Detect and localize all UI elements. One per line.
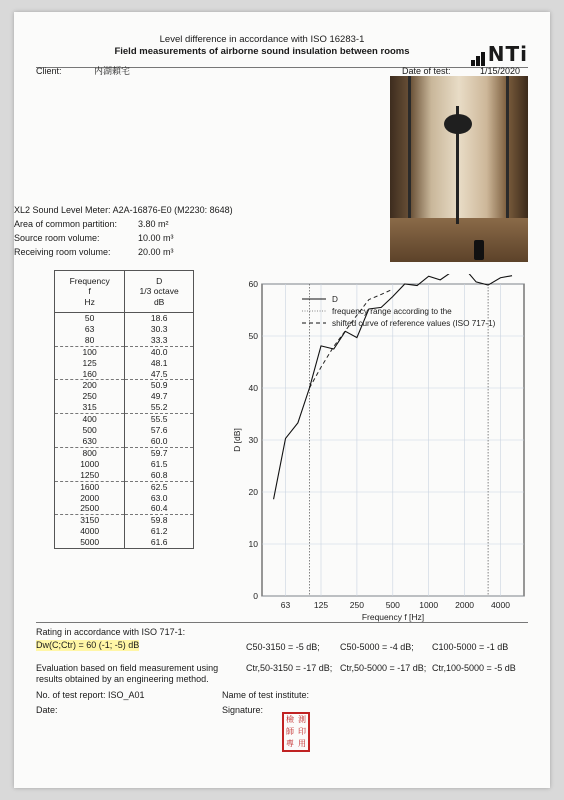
signature-stamp: 檢 測 師 印 專 用 bbox=[282, 712, 310, 752]
table-body bbox=[55, 313, 194, 549]
level-cell: 47.5 bbox=[125, 369, 194, 380]
legend-entry: shifted curve of reference values (ISO 717-1) bbox=[332, 319, 496, 328]
table-row bbox=[55, 447, 194, 458]
level-cell: 55.5 bbox=[125, 414, 194, 425]
level-cell: 61.2 bbox=[125, 526, 194, 537]
source-volume-value: 10.00 m³ bbox=[138, 233, 174, 243]
table-row bbox=[55, 346, 194, 357]
level-cell: 40.0 bbox=[125, 346, 194, 357]
table-row bbox=[55, 503, 194, 514]
table-row bbox=[55, 470, 194, 481]
frequency-cell: 1250 bbox=[55, 470, 125, 481]
evaluation-line-1: Evaluation based on field measurement using bbox=[36, 663, 219, 673]
rating-title: Rating in accordance with ISO 717-1: bbox=[36, 627, 186, 637]
table-row bbox=[55, 425, 194, 436]
level-cell: 61.6 bbox=[125, 537, 194, 548]
x-axis-label: Frequency f [Hz] bbox=[361, 612, 425, 622]
table-row bbox=[55, 402, 194, 413]
frequency-cell: 800 bbox=[55, 447, 125, 458]
frequency-cell: 160 bbox=[55, 369, 125, 380]
level-cell: 60.8 bbox=[125, 470, 194, 481]
table-row bbox=[55, 515, 194, 526]
sound-level-meter-icon bbox=[474, 240, 484, 260]
frequency-cell: 3150 bbox=[55, 515, 125, 526]
level-cell: 60.0 bbox=[125, 436, 194, 447]
level-cell: 55.2 bbox=[125, 402, 194, 413]
table-row bbox=[55, 324, 194, 335]
table-row bbox=[55, 481, 194, 492]
table-row bbox=[55, 414, 194, 425]
nti-logo: NTi bbox=[471, 42, 528, 66]
frequency-cell: 250 bbox=[55, 391, 125, 402]
level-cell: 30.3 bbox=[125, 324, 194, 335]
y-tick-label: 40 bbox=[248, 383, 258, 393]
frequency-cell: 100 bbox=[55, 346, 125, 357]
table-row bbox=[55, 369, 194, 380]
signature-label: Signature: bbox=[222, 705, 264, 715]
source-volume-label: Source room volume: bbox=[14, 233, 100, 243]
report-number: No. of test report: ISO_A01 bbox=[36, 690, 145, 700]
receiving-volume-label: Receiving room volume: bbox=[14, 247, 111, 257]
y-tick-label: 0 bbox=[253, 591, 258, 601]
receiving-volume-value: 20.00 m³ bbox=[138, 247, 174, 257]
table-row bbox=[55, 391, 194, 402]
x-tick-label: 2000 bbox=[455, 600, 475, 610]
frequency-cell: 2000 bbox=[55, 493, 125, 504]
frequency-cell: 1000 bbox=[55, 459, 125, 470]
x-tick-label: 125 bbox=[313, 600, 329, 610]
reference-curve bbox=[309, 289, 392, 388]
level-cell: 57.6 bbox=[125, 425, 194, 436]
y-tick-label: 10 bbox=[248, 539, 258, 549]
x-tick-label: 1000 bbox=[419, 600, 439, 610]
y-axis-label: D [dB] bbox=[232, 428, 242, 452]
level-cell: 60.4 bbox=[125, 503, 194, 514]
frequency-cell: 315 bbox=[55, 402, 125, 413]
frequency-table bbox=[54, 270, 194, 549]
meter-info: XL2 Sound Level Meter: A2A-16876-E0 (M2230: 8648) bbox=[14, 205, 233, 215]
c-50-5000: C50-5000 = -4 dB; bbox=[340, 642, 414, 652]
ctr-50-3150: Ctr,50-3150 = -17 dB; bbox=[246, 663, 333, 673]
level-cell: 63.0 bbox=[125, 493, 194, 504]
level-cell: 62.5 bbox=[125, 481, 194, 492]
measurement-photo bbox=[390, 76, 528, 262]
x-tick-label: 500 bbox=[385, 600, 400, 610]
area-label: Area of common partition: bbox=[14, 219, 118, 229]
y-tick-label: 60 bbox=[248, 279, 258, 289]
frequency-cell: 200 bbox=[55, 380, 125, 391]
table-row bbox=[55, 313, 194, 324]
report-header bbox=[36, 34, 528, 68]
institute-label: Name of test institute: bbox=[222, 690, 310, 700]
table-row bbox=[55, 459, 194, 470]
level-difference-chart bbox=[206, 274, 536, 624]
ctr-100-5000: Ctr,100-5000 = -5 dB bbox=[432, 663, 516, 673]
level-cell: 50.9 bbox=[125, 380, 194, 391]
frequency-cell: 1600 bbox=[55, 481, 125, 492]
level-header: D 1/3 octave dB bbox=[125, 271, 194, 313]
speaker-icon bbox=[444, 114, 472, 134]
y-tick-label: 50 bbox=[248, 331, 258, 341]
table-row bbox=[55, 537, 194, 548]
c-50-3150: C50-3150 = -5 dB; bbox=[246, 642, 320, 652]
frequency-cell: 63 bbox=[55, 324, 125, 335]
table-row bbox=[55, 526, 194, 537]
ctr-50-5000: Ctr,50-5000 = -17 dB; bbox=[340, 663, 427, 673]
report-page bbox=[14, 12, 550, 788]
frequency-cell: 2500 bbox=[55, 503, 125, 514]
c-100-5000: C100-5000 = -1 dB bbox=[432, 642, 509, 652]
dw-rating: Dw(C;Ctr) = 60 (-1; -5) dB bbox=[36, 640, 140, 650]
logo-bars-icon bbox=[471, 42, 486, 66]
frequency-cell: 80 bbox=[55, 335, 125, 346]
level-cell: 49.7 bbox=[125, 391, 194, 402]
level-cell: 59.7 bbox=[125, 447, 194, 458]
area-value: 3.80 m² bbox=[138, 219, 169, 229]
level-cell: 18.6 bbox=[125, 313, 194, 324]
date-value: 1/15/2020 bbox=[480, 66, 521, 76]
level-cell: 48.1 bbox=[125, 358, 194, 369]
client-value: 内湖頼宅 bbox=[94, 66, 131, 76]
report-title: Level difference in accordance with ISO 16283-1 Field measurements of airborne sound insulation between rooms bbox=[114, 34, 410, 57]
y-tick-label: 20 bbox=[248, 487, 258, 497]
frequency-cell: 125 bbox=[55, 358, 125, 369]
table-row bbox=[55, 358, 194, 369]
table-row bbox=[55, 335, 194, 346]
frequency-cell: 400 bbox=[55, 414, 125, 425]
rating-section bbox=[36, 622, 528, 715]
table-row bbox=[55, 436, 194, 447]
frequency-header: Frequency f Hz bbox=[55, 271, 125, 313]
frequency-cell: 50 bbox=[55, 313, 125, 324]
legend-entry: D bbox=[332, 295, 338, 304]
x-tick-label: 250 bbox=[349, 600, 364, 610]
legend-entry: frequency range according to the bbox=[332, 307, 452, 316]
y-tick-label: 30 bbox=[248, 435, 258, 445]
date-label: Date of test: bbox=[402, 66, 451, 76]
evaluation-line-2: results obtained by an engineering method. bbox=[36, 674, 209, 684]
x-tick-label: 4000 bbox=[491, 600, 510, 610]
level-cell: 61.5 bbox=[125, 459, 194, 470]
x-tick-label: 63 bbox=[280, 600, 291, 610]
date-field-label: Date: bbox=[36, 705, 58, 715]
frequency-cell: 630 bbox=[55, 436, 125, 447]
level-cell: 59.8 bbox=[125, 515, 194, 526]
frequency-cell: 5000 bbox=[55, 537, 125, 548]
table-row bbox=[55, 380, 194, 391]
frequency-cell: 4000 bbox=[55, 526, 125, 537]
table-row bbox=[55, 493, 194, 504]
client-label: Client: bbox=[36, 66, 62, 76]
level-cell: 33.3 bbox=[125, 335, 194, 346]
frequency-cell: 500 bbox=[55, 425, 125, 436]
table-header-row bbox=[55, 271, 194, 313]
